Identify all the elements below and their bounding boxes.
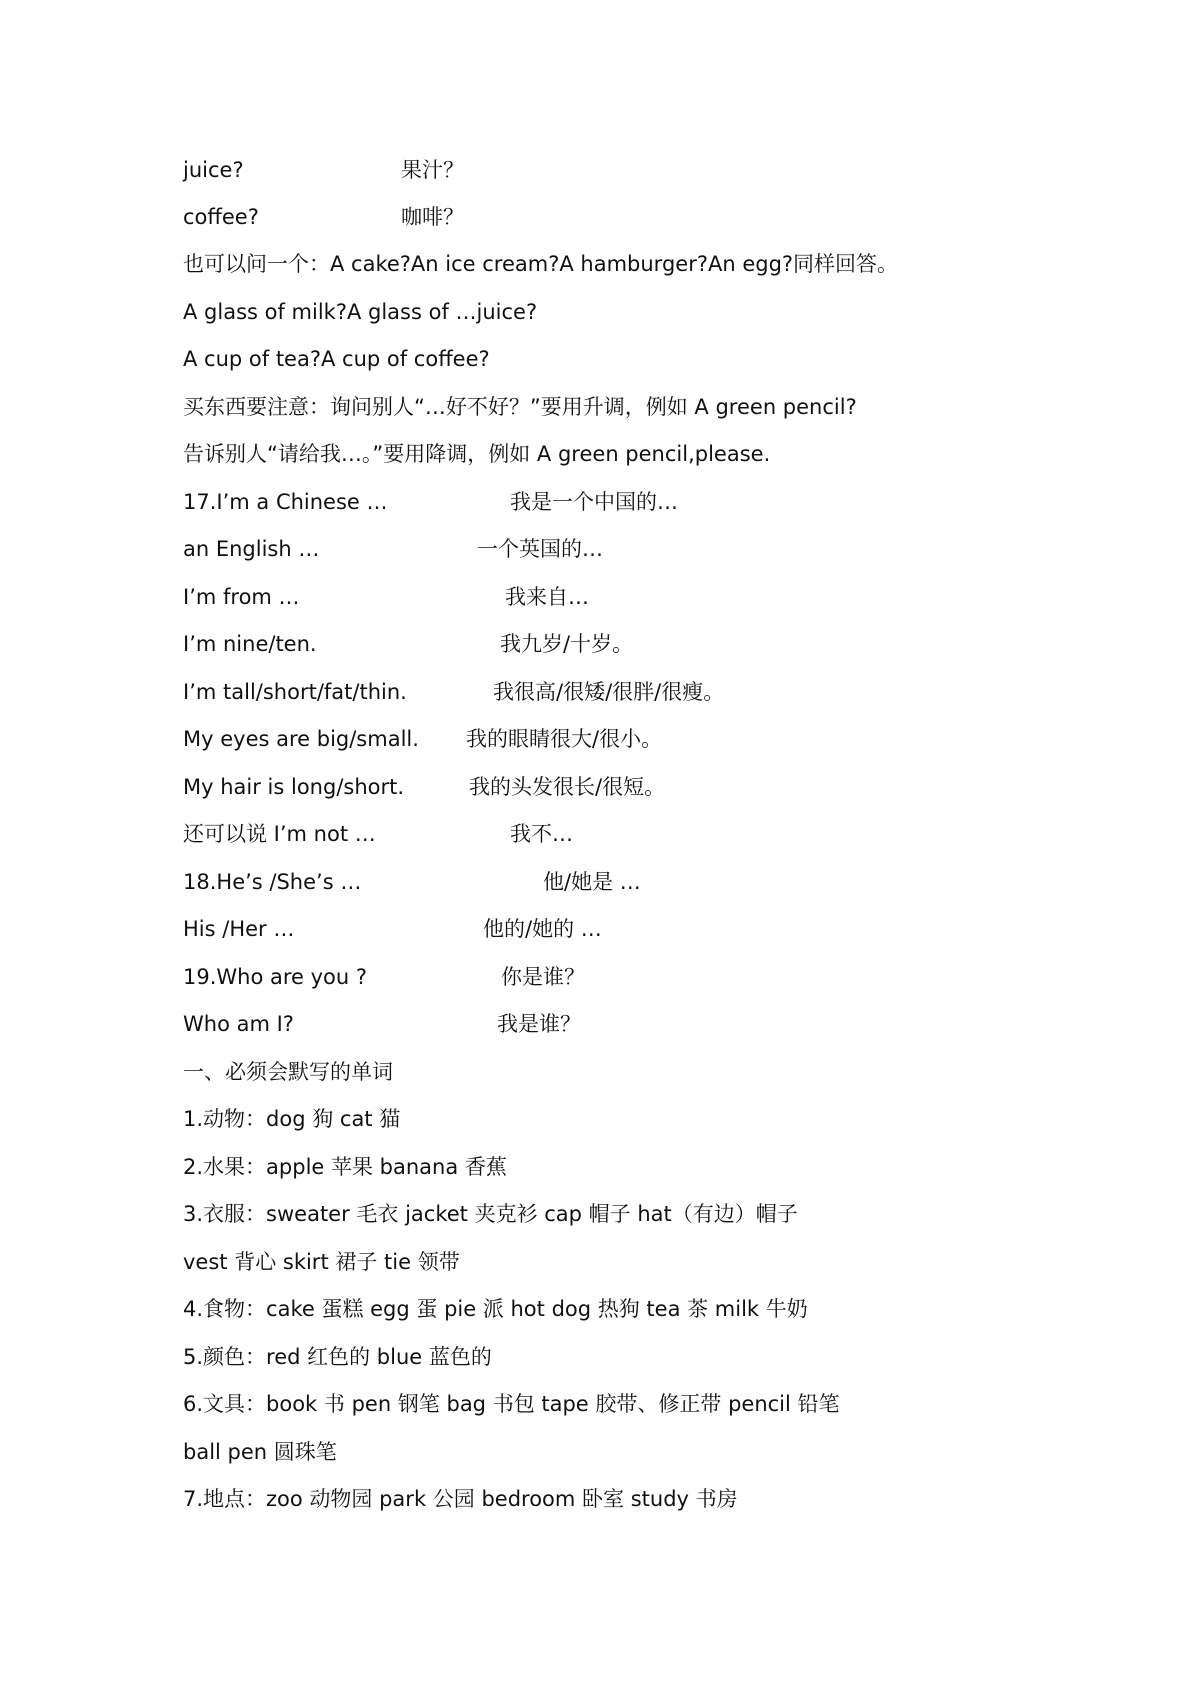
chinese-translation: 一个英国的… [477, 537, 603, 561]
section-heading: 一、必须会默写的单词 [183, 1060, 393, 1084]
english-text: I’m nine/ten. [183, 632, 317, 656]
english-text: 19.Who are you ? [183, 965, 368, 989]
chinese-translation: 我是一个中国的… [510, 490, 678, 514]
english-text: Who am I? [183, 1012, 294, 1036]
chinese-translation: 咖啡？ [401, 205, 464, 229]
line-cup-of: A cup of tea?A cup of coffee? [183, 347, 490, 371]
line-clothes-continued: vest 背心 skirt 裙子 tie 领带 [183, 1250, 460, 1274]
line-rising-tone: 买东西要注意：询问别人“…好不好？”要用升调，例如 A green pencil? [183, 395, 857, 419]
chinese-translation: 我的眼睛很大/很小。 [466, 727, 663, 751]
chinese-translation: 我来自… [505, 585, 589, 609]
english-text: 18.He’s /She’s … [183, 870, 362, 894]
line-animals: 1.动物：dog 狗 cat 猫 [183, 1107, 401, 1131]
line-places: 7.地点：zoo 动物园 park 公园 bedroom 卧室 study 书房 [183, 1487, 738, 1511]
chinese-translation: 果汁？ [401, 158, 464, 182]
chinese-translation: 我的头发很长/很短。 [469, 775, 666, 799]
line-glass-of: A glass of milk?A glass of …juice? [183, 300, 538, 324]
english-text: coffee? [183, 205, 259, 229]
line-colors: 5.颜色：red 红色的 blue 蓝色的 [183, 1345, 492, 1369]
line-stationery-continued: ball pen 圆珠笔 [183, 1440, 337, 1464]
english-text: 17.I’m a Chinese … [183, 490, 388, 514]
chinese-translation: 我不… [510, 822, 573, 846]
english-text: My eyes are big/small. [183, 727, 419, 751]
english-text: 还可以说 I’m not … [183, 822, 376, 846]
line-food: 4.食物：cake 蛋糕 egg 蛋 pie 派 hot dog 热狗 tea 茶 milk 牛奶 [183, 1297, 808, 1321]
line-stationery: 6.文具：book 书 pen 钢笔 bag 书包 tape 胶带、修正带 pencil 铅笔 [183, 1392, 840, 1416]
line-fruits: 2.水果：apple 苹果 banana 香蕉 [183, 1155, 507, 1179]
chinese-translation: 我九岁/十岁。 [500, 632, 634, 656]
line-clothes: 3.衣服：sweater 毛衣 jacket 夹克衫 cap 帽子 hat（有边）帽子 [183, 1202, 798, 1226]
english-text: juice? [183, 158, 244, 182]
chinese-translation: 他的/她的 … [483, 917, 602, 941]
chinese-translation: 我是谁？ [497, 1012, 581, 1036]
english-text: His /Her … [183, 917, 295, 941]
english-text: an English … [183, 537, 320, 561]
chinese-translation: 我很高/很矮/很胖/很瘦。 [493, 680, 725, 704]
english-text: My hair is long/short. [183, 775, 405, 799]
english-text: I’m from … [183, 585, 300, 609]
english-text: I’m tall/short/fat/thin. [183, 680, 407, 704]
chinese-translation: 他/她是 … [543, 870, 641, 894]
line-also-ask: 也可以问一个：A cake?An ice cream?A hamburger?An egg?同样回答。 [183, 252, 899, 276]
chinese-translation: 你是谁？ [501, 965, 585, 989]
line-falling-tone: 告诉别人“请给我…。”要用降调，例如 A green pencil,please. [183, 442, 771, 466]
